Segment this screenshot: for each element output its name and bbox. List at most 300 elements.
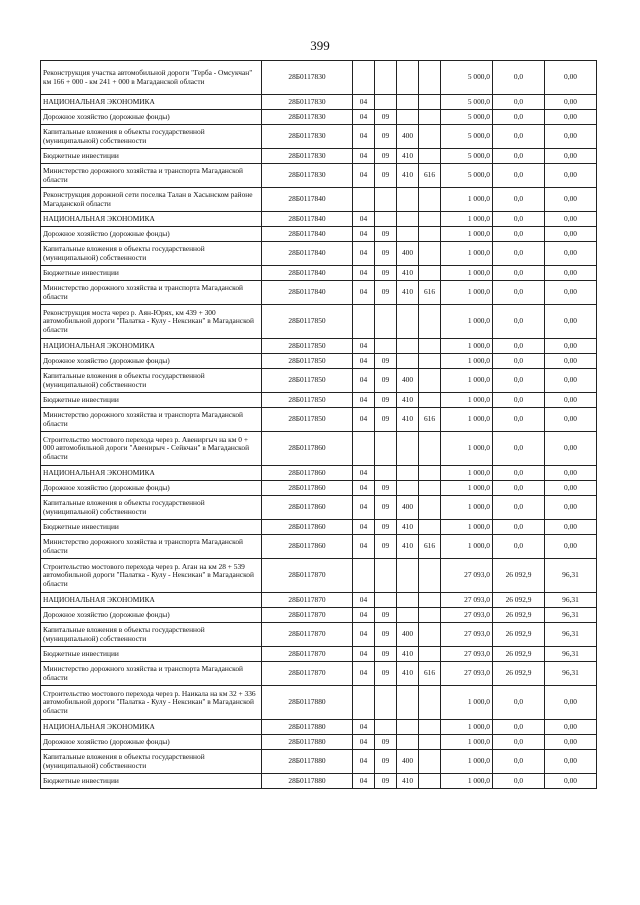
- cell-expense-type: [397, 481, 419, 496]
- cell-expense-type: 410: [397, 774, 419, 789]
- cell-expense-type: 410: [397, 149, 419, 164]
- cell-subsection: 09: [375, 647, 397, 662]
- cell-section: 04: [353, 593, 375, 608]
- cell-percent: 0,00: [545, 520, 597, 535]
- cell-percent: 0,00: [545, 95, 597, 110]
- cell-ministry-code: [419, 686, 441, 720]
- cell-subsection: [375, 686, 397, 720]
- cell-section: 04: [353, 735, 375, 750]
- cell-section: 04: [353, 774, 375, 789]
- cell-subsection: 09: [375, 242, 397, 266]
- cell-subsection: 09: [375, 164, 397, 188]
- table-row: [41, 125, 597, 149]
- cell-planned: 5 000,0: [441, 164, 493, 188]
- cell-percent: 0,00: [545, 481, 597, 496]
- table-row: [41, 305, 597, 339]
- table-row: [41, 369, 597, 393]
- cell-name: Дорожное хозяйство (дорожные фонды): [41, 608, 262, 623]
- cell-subsection: 09: [375, 149, 397, 164]
- cell-name: Капитальные вложения в объекты государственной (муниципальной) собственности: [41, 623, 262, 647]
- cell-section: 04: [353, 466, 375, 481]
- cell-planned: 1 000,0: [441, 735, 493, 750]
- cell-subsection: [375, 466, 397, 481]
- budget-table: [40, 60, 597, 789]
- table-row: [41, 393, 597, 408]
- cell-ministry-code: [419, 432, 441, 466]
- table-row: [41, 686, 597, 720]
- cell-name: НАЦИОНАЛЬНАЯ ЭКОНОМИКА: [41, 212, 262, 227]
- cell-executed: 0,0: [493, 227, 545, 242]
- cell-executed: 0,0: [493, 720, 545, 735]
- cell-target-code: 28Б0117870: [262, 593, 353, 608]
- cell-expense-type: [397, 188, 419, 212]
- cell-subsection: 09: [375, 535, 397, 559]
- cell-planned: 1 000,0: [441, 481, 493, 496]
- cell-section: 04: [353, 95, 375, 110]
- cell-planned: 1 000,0: [441, 188, 493, 212]
- cell-executed: 0,0: [493, 149, 545, 164]
- cell-executed: 26 092,9: [493, 647, 545, 662]
- cell-expense-type: [397, 110, 419, 125]
- table-row: [41, 593, 597, 608]
- cell-section: [353, 61, 375, 95]
- cell-planned: 1 000,0: [441, 339, 493, 354]
- cell-percent: 0,00: [545, 110, 597, 125]
- cell-planned: 1 000,0: [441, 369, 493, 393]
- cell-percent: 0,00: [545, 686, 597, 720]
- cell-target-code: 28Б0117840: [262, 212, 353, 227]
- cell-name: Капитальные вложения в объекты государственной (муниципальной) собственности: [41, 369, 262, 393]
- cell-ministry-code: [419, 481, 441, 496]
- cell-expense-type: [397, 339, 419, 354]
- cell-name: Капитальные вложения в объекты государственной (муниципальной) собственности: [41, 125, 262, 149]
- cell-target-code: 28Б0117830: [262, 164, 353, 188]
- cell-name: Бюджетные инвестиции: [41, 520, 262, 535]
- cell-subsection: [375, 212, 397, 227]
- cell-subsection: 09: [375, 125, 397, 149]
- cell-section: [353, 686, 375, 720]
- cell-percent: 0,00: [545, 466, 597, 481]
- cell-expense-type: [397, 686, 419, 720]
- cell-name: НАЦИОНАЛЬНАЯ ЭКОНОМИКА: [41, 339, 262, 354]
- cell-subsection: 09: [375, 227, 397, 242]
- cell-executed: 0,0: [493, 432, 545, 466]
- table-row: [41, 608, 597, 623]
- cell-name: Министерство дорожного хозяйства и транспорта Магаданской области: [41, 662, 262, 686]
- cell-target-code: 28Б0117830: [262, 61, 353, 95]
- cell-target-code: 28Б0117880: [262, 774, 353, 789]
- table-row: [41, 408, 597, 432]
- cell-ministry-code: 616: [419, 281, 441, 305]
- cell-name: Министерство дорожного хозяйства и транспорта Магаданской области: [41, 281, 262, 305]
- cell-ministry-code: [419, 61, 441, 95]
- cell-target-code: 28Б0117870: [262, 662, 353, 686]
- cell-percent: 0,00: [545, 408, 597, 432]
- cell-planned: 1 000,0: [441, 408, 493, 432]
- cell-subsection: 09: [375, 623, 397, 647]
- cell-expense-type: 410: [397, 266, 419, 281]
- cell-percent: 96,31: [545, 559, 597, 593]
- cell-target-code: 28Б0117870: [262, 623, 353, 647]
- cell-ministry-code: [419, 496, 441, 520]
- cell-name: Дорожное хозяйство (дорожные фонды): [41, 110, 262, 125]
- cell-target-code: 28Б0117850: [262, 369, 353, 393]
- cell-name: Дорожное хозяйство (дорожные фонды): [41, 735, 262, 750]
- cell-expense-type: [397, 608, 419, 623]
- cell-expense-type: 410: [397, 164, 419, 188]
- cell-percent: 0,00: [545, 432, 597, 466]
- cell-planned: 1 000,0: [441, 750, 493, 774]
- cell-planned: 1 000,0: [441, 281, 493, 305]
- cell-percent: 0,00: [545, 242, 597, 266]
- cell-executed: 0,0: [493, 354, 545, 369]
- cell-name: НАЦИОНАЛЬНАЯ ЭКОНОМИКА: [41, 466, 262, 481]
- cell-planned: 1 000,0: [441, 305, 493, 339]
- cell-target-code: 28Б0117850: [262, 354, 353, 369]
- cell-target-code: 28Б0117830: [262, 149, 353, 164]
- cell-subsection: 09: [375, 520, 397, 535]
- cell-name: Министерство дорожного хозяйства и транспорта Магаданской области: [41, 535, 262, 559]
- cell-planned: 1 000,0: [441, 354, 493, 369]
- cell-subsection: 09: [375, 266, 397, 281]
- cell-planned: 5 000,0: [441, 125, 493, 149]
- cell-executed: 0,0: [493, 369, 545, 393]
- cell-executed: 0,0: [493, 535, 545, 559]
- cell-planned: 1 000,0: [441, 535, 493, 559]
- cell-expense-type: 410: [397, 520, 419, 535]
- cell-percent: 96,31: [545, 662, 597, 686]
- cell-percent: 0,00: [545, 227, 597, 242]
- cell-section: 04: [353, 281, 375, 305]
- table-row: [41, 750, 597, 774]
- cell-planned: 27 093,0: [441, 623, 493, 647]
- cell-name: Дорожное хозяйство (дорожные фонды): [41, 227, 262, 242]
- table-row: [41, 520, 597, 535]
- cell-subsection: [375, 720, 397, 735]
- cell-subsection: 09: [375, 393, 397, 408]
- cell-ministry-code: 616: [419, 535, 441, 559]
- cell-ministry-code: 616: [419, 164, 441, 188]
- cell-subsection: 09: [375, 354, 397, 369]
- cell-ministry-code: [419, 339, 441, 354]
- cell-target-code: 28Б0117840: [262, 188, 353, 212]
- cell-name: Министерство дорожного хозяйства и транспорта Магаданской области: [41, 408, 262, 432]
- cell-section: 04: [353, 408, 375, 432]
- cell-name: Реконструкция дорожной сети поселка Талан в Хасынском районе Магаданской области: [41, 188, 262, 212]
- cell-section: 04: [353, 623, 375, 647]
- cell-section: 04: [353, 608, 375, 623]
- cell-section: 04: [353, 227, 375, 242]
- cell-percent: 0,00: [545, 393, 597, 408]
- cell-ministry-code: [419, 750, 441, 774]
- cell-expense-type: [397, 227, 419, 242]
- cell-name: НАЦИОНАЛЬНАЯ ЭКОНОМИКА: [41, 593, 262, 608]
- cell-subsection: 09: [375, 662, 397, 686]
- cell-ministry-code: [419, 559, 441, 593]
- cell-target-code: 28Б0117860: [262, 535, 353, 559]
- cell-subsection: [375, 188, 397, 212]
- table-row: [41, 149, 597, 164]
- cell-ministry-code: [419, 774, 441, 789]
- cell-subsection: [375, 339, 397, 354]
- table-row: [41, 735, 597, 750]
- cell-ministry-code: [419, 608, 441, 623]
- cell-target-code: 28Б0117850: [262, 408, 353, 432]
- cell-planned: 27 093,0: [441, 559, 493, 593]
- cell-planned: 1 000,0: [441, 266, 493, 281]
- cell-target-code: 28Б0117840: [262, 242, 353, 266]
- cell-subsection: [375, 432, 397, 466]
- cell-ministry-code: [419, 735, 441, 750]
- cell-name: НАЦИОНАЛЬНАЯ ЭКОНОМИКА: [41, 720, 262, 735]
- cell-percent: 0,00: [545, 369, 597, 393]
- cell-name: Бюджетные инвестиции: [41, 149, 262, 164]
- cell-executed: 26 092,9: [493, 608, 545, 623]
- table-row: [41, 432, 597, 466]
- cell-expense-type: [397, 735, 419, 750]
- cell-ministry-code: [419, 520, 441, 535]
- cell-subsection: 09: [375, 110, 397, 125]
- table-row: [41, 281, 597, 305]
- cell-subsection: 09: [375, 281, 397, 305]
- cell-expense-type: [397, 720, 419, 735]
- cell-name: Строительство мостового перехода через р. Наикала на км 32 + 336 автомобильной дороги "Палатка - Кулу - Нексикан" в Магаданской области: [41, 686, 262, 720]
- cell-name: Капитальные вложения в объекты государственной (муниципальной) собственности: [41, 242, 262, 266]
- cell-ministry-code: [419, 720, 441, 735]
- cell-percent: 0,00: [545, 735, 597, 750]
- cell-ministry-code: [419, 212, 441, 227]
- cell-target-code: 28Б0117860: [262, 481, 353, 496]
- cell-executed: 0,0: [493, 520, 545, 535]
- cell-planned: 5 000,0: [441, 149, 493, 164]
- cell-target-code: 28Б0117840: [262, 281, 353, 305]
- cell-ministry-code: [419, 393, 441, 408]
- cell-section: 04: [353, 393, 375, 408]
- cell-ministry-code: 616: [419, 408, 441, 432]
- cell-target-code: 28Б0117860: [262, 496, 353, 520]
- cell-executed: 0,0: [493, 750, 545, 774]
- cell-percent: 96,31: [545, 647, 597, 662]
- table-row: [41, 266, 597, 281]
- cell-executed: 0,0: [493, 735, 545, 750]
- cell-section: [353, 559, 375, 593]
- cell-name: Реконструкция моста через р. Аян-Юрях, км 439 + 300 автомобильной дороги "Палатка - Кулу - Нексикан" в Магаданской области: [41, 305, 262, 339]
- cell-executed: 26 092,9: [493, 559, 545, 593]
- cell-target-code: 28Б0117850: [262, 305, 353, 339]
- table-row: [41, 720, 597, 735]
- cell-executed: 0,0: [493, 242, 545, 266]
- table-row: [41, 662, 597, 686]
- cell-percent: 96,31: [545, 623, 597, 647]
- cell-name: Дорожное хозяйство (дорожные фонды): [41, 354, 262, 369]
- cell-expense-type: [397, 432, 419, 466]
- cell-section: 04: [353, 339, 375, 354]
- cell-executed: 0,0: [493, 686, 545, 720]
- cell-expense-type: 400: [397, 496, 419, 520]
- cell-section: 04: [353, 110, 375, 125]
- cell-executed: 0,0: [493, 110, 545, 125]
- table-row: [41, 212, 597, 227]
- cell-planned: 1 000,0: [441, 466, 493, 481]
- cell-percent: 0,00: [545, 496, 597, 520]
- cell-planned: 27 093,0: [441, 647, 493, 662]
- table-body: [41, 61, 597, 789]
- cell-subsection: 09: [375, 750, 397, 774]
- cell-target-code: 28Б0117860: [262, 520, 353, 535]
- cell-name: Бюджетные инвестиции: [41, 774, 262, 789]
- cell-name: Бюджетные инвестиции: [41, 393, 262, 408]
- cell-section: 04: [353, 369, 375, 393]
- cell-expense-type: [397, 466, 419, 481]
- table-row: [41, 95, 597, 110]
- cell-planned: 1 000,0: [441, 212, 493, 227]
- cell-ministry-code: [419, 305, 441, 339]
- cell-section: [353, 188, 375, 212]
- cell-name: Дорожное хозяйство (дорожные фонды): [41, 481, 262, 496]
- cell-planned: 1 000,0: [441, 774, 493, 789]
- cell-section: [353, 432, 375, 466]
- cell-percent: 0,00: [545, 535, 597, 559]
- cell-executed: 0,0: [493, 281, 545, 305]
- cell-percent: 0,00: [545, 774, 597, 789]
- cell-expense-type: 410: [397, 393, 419, 408]
- cell-percent: 0,00: [545, 281, 597, 305]
- cell-executed: 0,0: [493, 125, 545, 149]
- cell-section: 04: [353, 242, 375, 266]
- cell-subsection: [375, 305, 397, 339]
- cell-percent: 0,00: [545, 354, 597, 369]
- table-row: [41, 466, 597, 481]
- cell-target-code: 28Б0117880: [262, 720, 353, 735]
- cell-section: 04: [353, 125, 375, 149]
- cell-subsection: 09: [375, 735, 397, 750]
- cell-executed: 0,0: [493, 393, 545, 408]
- cell-target-code: 28Б0117860: [262, 466, 353, 481]
- cell-section: 04: [353, 535, 375, 559]
- table-row: [41, 774, 597, 789]
- cell-expense-type: 410: [397, 281, 419, 305]
- cell-executed: 26 092,9: [493, 623, 545, 647]
- cell-ministry-code: [419, 266, 441, 281]
- cell-subsection: 09: [375, 774, 397, 789]
- cell-target-code: 28Б0117870: [262, 647, 353, 662]
- table-row: [41, 188, 597, 212]
- table-row: [41, 559, 597, 593]
- cell-executed: 0,0: [493, 212, 545, 227]
- cell-name: Капитальные вложения в объекты государственной (муниципальной) собственности: [41, 750, 262, 774]
- cell-subsection: [375, 95, 397, 110]
- cell-executed: 0,0: [493, 496, 545, 520]
- cell-target-code: 28Б0117870: [262, 559, 353, 593]
- cell-expense-type: [397, 61, 419, 95]
- cell-target-code: 28Б0117860: [262, 432, 353, 466]
- cell-planned: 1 000,0: [441, 496, 493, 520]
- cell-executed: 0,0: [493, 305, 545, 339]
- cell-ministry-code: [419, 354, 441, 369]
- cell-name: Бюджетные инвестиции: [41, 266, 262, 281]
- cell-ministry-code: [419, 369, 441, 393]
- cell-percent: 96,31: [545, 608, 597, 623]
- table-row: [41, 61, 597, 95]
- cell-section: [353, 305, 375, 339]
- cell-expense-type: [397, 593, 419, 608]
- cell-percent: 0,00: [545, 305, 597, 339]
- cell-expense-type: 410: [397, 535, 419, 559]
- cell-expense-type: [397, 305, 419, 339]
- cell-expense-type: 410: [397, 662, 419, 686]
- table-row: [41, 242, 597, 266]
- table-row: [41, 227, 597, 242]
- cell-expense-type: [397, 354, 419, 369]
- cell-ministry-code: 616: [419, 662, 441, 686]
- cell-percent: 0,00: [545, 212, 597, 227]
- cell-name: Министерство дорожного хозяйства и транспорта Магаданской области: [41, 164, 262, 188]
- cell-expense-type: 400: [397, 369, 419, 393]
- cell-planned: 1 000,0: [441, 393, 493, 408]
- cell-target-code: 28Б0117850: [262, 339, 353, 354]
- cell-expense-type: 400: [397, 242, 419, 266]
- cell-planned: 1 000,0: [441, 227, 493, 242]
- cell-ministry-code: [419, 125, 441, 149]
- cell-expense-type: 400: [397, 750, 419, 774]
- cell-expense-type: 400: [397, 125, 419, 149]
- cell-planned: 27 093,0: [441, 593, 493, 608]
- table-row: [41, 481, 597, 496]
- cell-section: 04: [353, 149, 375, 164]
- table-row: [41, 164, 597, 188]
- cell-target-code: 28Б0117870: [262, 608, 353, 623]
- cell-expense-type: 410: [397, 647, 419, 662]
- cell-percent: 0,00: [545, 188, 597, 212]
- cell-planned: 5 000,0: [441, 95, 493, 110]
- cell-executed: 0,0: [493, 466, 545, 481]
- cell-percent: 0,00: [545, 149, 597, 164]
- cell-expense-type: [397, 212, 419, 227]
- cell-name: Строительство мостового перехода через р. Аган на км 28 + 539 автомобильной дороги "Палатка - Кулу - Нексикан" в Магаданской области: [41, 559, 262, 593]
- cell-expense-type: [397, 95, 419, 110]
- cell-executed: 0,0: [493, 481, 545, 496]
- cell-subsection: [375, 559, 397, 593]
- page-number: 399: [310, 38, 330, 53]
- cell-target-code: 28Б0117850: [262, 393, 353, 408]
- cell-executed: 0,0: [493, 61, 545, 95]
- cell-target-code: 28Б0117830: [262, 95, 353, 110]
- cell-ministry-code: [419, 623, 441, 647]
- cell-section: 04: [353, 647, 375, 662]
- table-row: [41, 623, 597, 647]
- cell-executed: 0,0: [493, 774, 545, 789]
- cell-planned: 1 000,0: [441, 432, 493, 466]
- cell-section: 04: [353, 212, 375, 227]
- cell-name: Бюджетные инвестиции: [41, 647, 262, 662]
- cell-planned: 1 000,0: [441, 242, 493, 266]
- cell-executed: 26 092,9: [493, 662, 545, 686]
- table-row: [41, 339, 597, 354]
- cell-ministry-code: [419, 466, 441, 481]
- table-row: [41, 354, 597, 369]
- cell-planned: 27 093,0: [441, 662, 493, 686]
- cell-section: 04: [353, 720, 375, 735]
- cell-target-code: 28Б0117880: [262, 686, 353, 720]
- cell-subsection: 09: [375, 369, 397, 393]
- cell-target-code: 28Б0117830: [262, 110, 353, 125]
- cell-target-code: 28Б0117830: [262, 125, 353, 149]
- cell-target-code: 28Б0117880: [262, 750, 353, 774]
- cell-executed: 26 092,9: [493, 593, 545, 608]
- cell-subsection: 09: [375, 496, 397, 520]
- cell-percent: 0,00: [545, 339, 597, 354]
- cell-section: 04: [353, 496, 375, 520]
